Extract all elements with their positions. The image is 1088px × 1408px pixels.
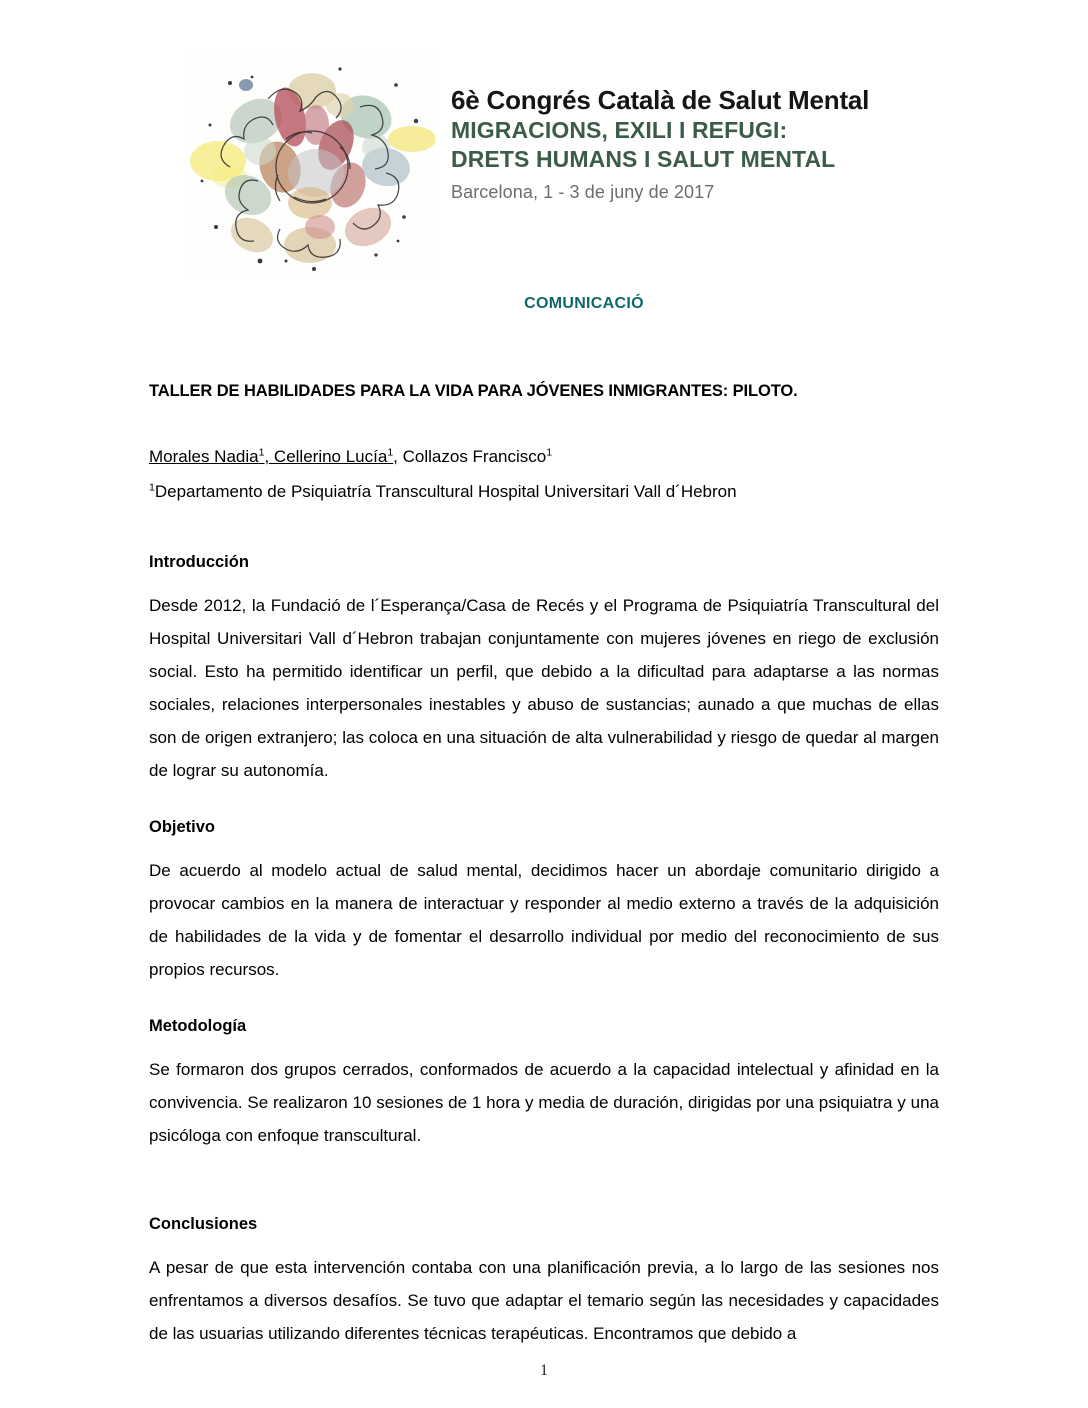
section-heading-introduccion: Introducción — [149, 553, 249, 572]
section-body-conclusiones: A pesar de que esta intervención contaba con una planificación previa, a lo largo de las sesiones nos enfrentamos a diversos desafíos. Se tuvo que adaptar el temario según las necesidades y capacidades de las usuarias utilizando diferentes técnicas terapéuticas. Encontramos que debido a — [149, 1258, 939, 1344]
congress-subtitle-line-2: DRETS HUMANS I SALUT MENTAL — [451, 146, 836, 173]
congress-subtitle-line-1: MIGRACIONS, EXILI I REFUGI: — [451, 116, 788, 143]
page-number: 1 — [540, 1362, 548, 1379]
section-heading-conclusiones: Conclusiones — [149, 1215, 258, 1233]
section-body-introduccion: Desde 2012, la Fundació de l´Esperança/Casa de Recés y el Programa de Psiquiatría Transcultural del Hospital Universitari Vall d´Hebron trabajan conjuntamente con mujeres jóvenes en riego de exclusión social. Esto ha permitido identificar un perfil, que debido a la dificultad para adaptarse a las normas sociales, relaciones interpersonales inestables y abuso de sustancias; aunado a que muchas de ellas son de origen extranjero; las coloca en una situación de alta vulnerabilidad y riesgo de quedar al margen de lograr su autonomía. — [149, 596, 939, 781]
affiliation-line — [149, 479, 939, 505]
section-body-objetivo: De acuerdo al modelo actual de salud mental, decidimos hacer un abordaje comunitario dirigido a provocar cambios en la manera de interactuar y responder al medio externo a través de la adquisición de habilidades de la vida y de fomentar el desarrollo individual por medio del reconocimiento de sus propios recursos. — [149, 861, 939, 980]
congress-date-location: Barcelona, 1 - 3 de juny de 2017 — [451, 181, 715, 202]
communication-kicker: COMUNICACIÓ — [524, 295, 644, 312]
author-name-1: Morales Nadia — [149, 447, 259, 467]
congress-header-banner — [190, 55, 890, 285]
congress-header-text — [451, 55, 869, 203]
affiliation-marker-icon: 1 — [149, 481, 155, 494]
author-name-3: , Collazos Francisco — [393, 447, 547, 467]
page-title: TALLER DE HABILIDADES PARA LA VIDA PARA JÓVENES INMIGRANTES: PILOTO. — [149, 382, 798, 400]
section-heading-metodologia: Metodología — [149, 1017, 247, 1035]
author-name-2: , Cellerino Lucía — [264, 447, 388, 467]
section-heading-objetivo: Objetivo — [149, 818, 216, 837]
congress-title: 6è Congrés Català de Salut Mental — [451, 85, 870, 115]
author-affiliation-marker-3: 1 — [546, 446, 553, 459]
author-affiliation-marker-1: 1 — [258, 446, 265, 459]
author-list — [149, 444, 939, 470]
document-body — [149, 295, 939, 1351]
congress-logo-icon — [190, 55, 435, 280]
author-affiliation-marker-2: 1 — [387, 446, 394, 459]
affiliation-text: Departamento de Psiquiatría Transcultural Hospital Universitari Vall d´Hebron — [154, 481, 737, 501]
section-body-metodologia: Se formaron dos grupos cerrados, conformados de acuerdo a la capacidad intelectual y afinidad en la convivencia. Se realizaron 10 sesiones de 1 hora y media de duración, dirigidas por una psiquiatra y una psicóloga con enfoque transcultural. — [149, 1060, 939, 1146]
